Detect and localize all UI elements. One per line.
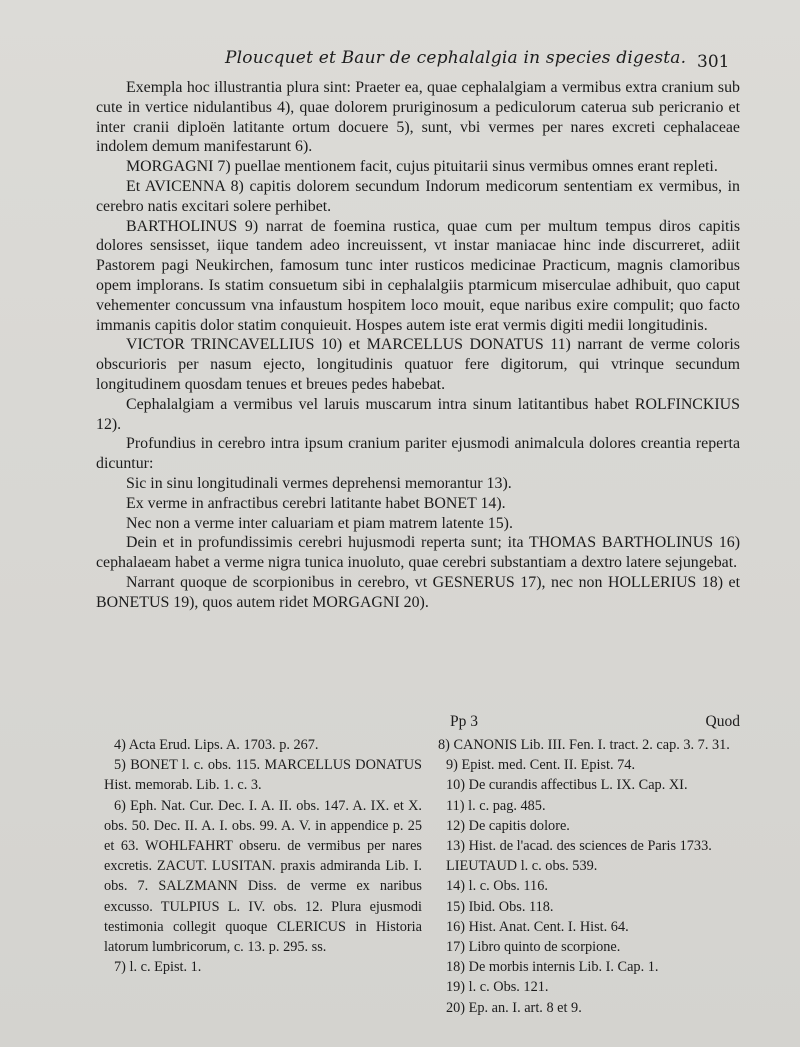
page-number: 301 [697, 52, 730, 72]
footnote: 8) CANONIS Lib. III. Fen. I. tract. 2. cap. 3. 7. 31. [438, 737, 730, 753]
footnote: 12) De capitis dolore. [446, 817, 570, 834]
paragraph: Et AVICENNA 8) capitis dolorem secundum Indorum medicorum sententiam ex vermibus, in cerebro natis excitari solere perhibet. [96, 177, 740, 215]
paragraph: Nec non a verme inter caluariam et piam matrem latente 15). [126, 514, 513, 532]
footnote: 6) Eph. Nat. Cur. Dec. I. A. II. obs. 147. A. IX. et X. obs. 50. Dec. II. A. I. obs. 99. A. V. in appendice p. 25 et 63. WOHLFAHRT obseru. de vermibus per nares excretis. ZACUT. LUSITAN. praxis admiranda Lib. I. obs. 7. SALZMANN Diss. de verme ex naribus excusso. TULPIUS L. IV. obs. 12. Plura ejusmodi testimonia collegit quoque CLERICUS in Historia latorum lumbricorum, c. 13. p. 295. ss. [104, 797, 422, 956]
footnote: 5) BONET l. c. obs. 115. MARCELLUS DONATUS Hist. memorab. Lib. 1. c. 3. [104, 757, 422, 794]
footnote: 13) Hist. de l'acad. des sciences de Paris 1733. LIEUTAUD l. c. obs. 539. [446, 838, 712, 875]
footnotes-left-column [104, 735, 422, 977]
paragraph: Sic in sinu longitudinali vermes deprehensi memorantur 13). [126, 474, 512, 492]
paragraph: Cephalalgiam a vermibus vel laruis muscarum intra sinum latitantibus habet ROLFINCKIUS 12). [96, 395, 740, 433]
running-title: Ploucquet et Baur de cephalalgia in species digesta. [225, 48, 687, 68]
footnote: 20) Ep. an. I. art. 8 et 9. [446, 999, 582, 1016]
footnote: 9) Epist. med. Cent. II. Epist. 74. [446, 757, 636, 774]
paragraph: Narrant quoque de scorpionibus in cerebro, vt GESNERUS 17), nec non HOLLERIUS 18) et BONETUS 19), quos autem ridet MORGAGNI 20). [96, 573, 740, 611]
paragraph: Ex verme in anfractibus cerebri latitante habet BONET 14). [126, 494, 506, 512]
footnote: 7) l. c. Epist. 1. [114, 959, 202, 976]
main-text [96, 78, 740, 613]
footnote: 11) l. c. pag. 485. [446, 797, 546, 814]
paragraph: Profundius in cerebro intra ipsum cranium pariter ejusmodi animalcula dolores creantia reperta dicuntur: [96, 435, 740, 473]
paragraph: Exempla hoc illustrantia plura sint: Praeter ea, quae cephalalgiam a vermibus extra cranium sub cute in vertice nidulantibus 4), quae dolorem pruriginosum a pediculorum caterua sub pericranio et inter cranii diploën latitante ortum docuere 5), sunt, vbi vermes per nares excreti cephalaceae indolem demum manifestarunt 6). [96, 79, 740, 156]
signature-mark: Pp 3 [450, 713, 478, 730]
footnotes-right-column [438, 735, 744, 1018]
paragraph: MORGAGNI 7) puellae mentionem facit, cujus pituitarii sinus vermibus omnes erant repleti. [126, 158, 718, 176]
footnote: 18) De morbis internis Lib. I. Cap. 1. [446, 959, 659, 976]
footnote: 15) Ibid. Obs. 118. [446, 898, 554, 915]
paragraph: BARTHOLINUS 9) narrat de foemina rustica, quae cum per multum tempus diros capitis dolores sensisset, iique tandem adeo increuissent, vt instar maniacae hinc inde discurreret, adiit Pastorem pagi Neukirchen, famosum tunc inter rusticos medicinae Practicum, magnis clamoribus opem implorans. Is statim consuetum sibi in cephalalgiis ptarmicum miserculae adhibuit, quo caput vehementer concussum vna infaustum hospitem loco mouit, eque naribus exire compulit; quo facto immanis capitis dolor statim conquieuit. Hospes autem iste erat vermis digiti medii longitudinis. [96, 217, 740, 334]
footnote: 14) l. c. Obs. 116. [446, 878, 548, 895]
catchword: Quod [705, 713, 740, 730]
paragraph: Dein et in profundissimis cerebri hujusmodi reperta sunt; ita THOMAS BARTHOLINUS 16) cephalaeam habet a verme nigra tunica inuoluto, quae cerebri substantiam a dextro latere sejungebat. [96, 534, 740, 572]
footnote: 16) Hist. Anat. Cent. I. Hist. 64. [446, 918, 629, 935]
footnote: 10) De curandis affectibus L. IX. Cap. XI. [446, 777, 688, 794]
footnote: 19) l. c. Obs. 121. [446, 979, 549, 996]
footnote: 17) Libro quinto de scorpione. [446, 939, 621, 956]
paragraph: VICTOR TRINCAVELLIUS 10) et MARCELLUS DONATUS 11) narrant de verme coloris obscurioris per nasum ejecto, longitudinis quatuor fere digitorum, qui vtrinque secundum longitudinem quosdam tenues et breues pedes habebat. [96, 336, 740, 393]
footnote: 4) Acta Erud. Lips. A. 1703. p. 267. [114, 737, 319, 753]
